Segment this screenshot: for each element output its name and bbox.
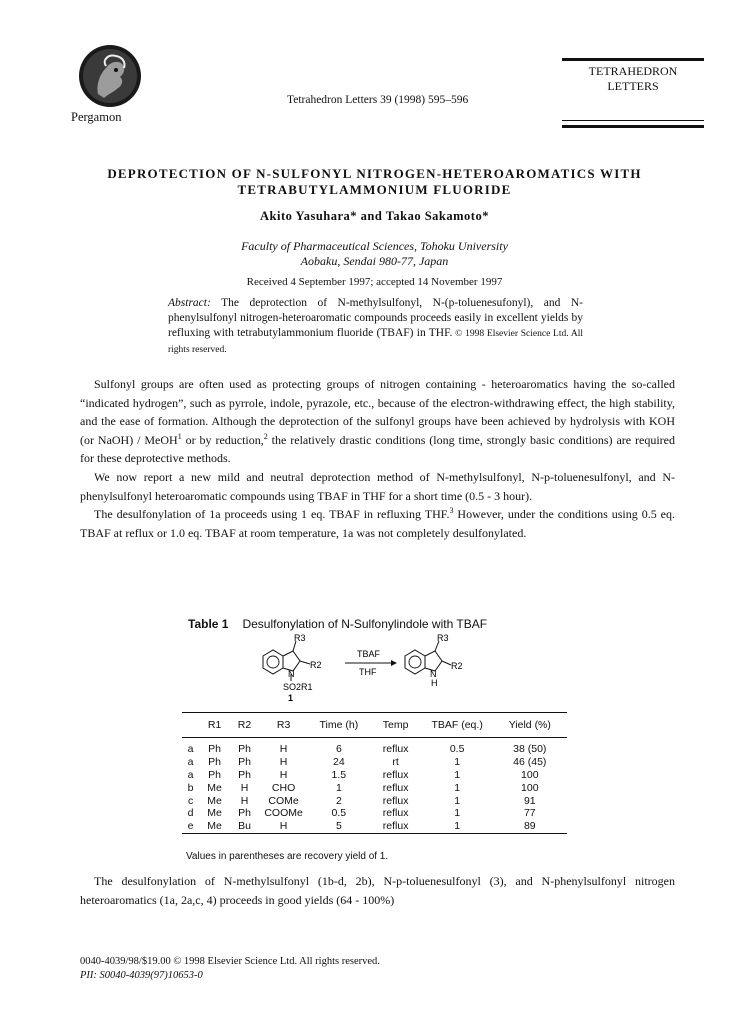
cell-tbaf: 0.5 bbox=[449, 743, 465, 756]
cell-r1: Ph bbox=[208, 756, 221, 769]
cell-tbaf: 1 bbox=[454, 768, 461, 781]
table-row bbox=[182, 756, 567, 769]
cell-r3: CHO bbox=[271, 781, 296, 794]
cell-temp: rt bbox=[392, 756, 399, 769]
table-row bbox=[182, 769, 567, 782]
cell-tbaf: 1 bbox=[454, 794, 461, 807]
cell-r1: Me bbox=[207, 781, 222, 794]
th-r3: R3 bbox=[259, 713, 308, 738]
th-r2: R2 bbox=[230, 713, 259, 738]
cell-r1: Me bbox=[207, 807, 222, 820]
cell-entry: e bbox=[182, 820, 199, 833]
scheme-h: H bbox=[431, 678, 438, 688]
cell-temp: reflux bbox=[382, 781, 409, 794]
paragraph-1 bbox=[80, 375, 675, 468]
scheme-n-right: N bbox=[430, 669, 437, 679]
cell-time: 6 bbox=[335, 743, 342, 756]
scheme-compound: 1 bbox=[288, 693, 294, 703]
body-text-continued bbox=[80, 872, 675, 909]
cell-temp: reflux bbox=[382, 743, 409, 756]
cell-yield: 100 bbox=[521, 768, 539, 781]
th-entry bbox=[182, 713, 199, 738]
cell-tbaf: 1 bbox=[454, 756, 461, 769]
publisher-name: Pergamon bbox=[71, 110, 122, 124]
cell-r2: Ph bbox=[238, 807, 251, 820]
cell-r2: Bu bbox=[230, 820, 259, 833]
scheme-r3-right: R3 bbox=[437, 633, 449, 643]
p1-text-a: Sulfonyl groups are often used as protecting groups of nitrogen containing - heteroaromatics having the so-called “indicated hydrogen”, such as pyrrole, indole, pyrazole, etc., because of the electron-withdrawing effect, the high stability, and the ease of formation. Although the deprotection of the sulfonyl groups have been achieved by hydrolysis with KOH (or NaOH) / MeOH bbox=[80, 377, 675, 447]
cell-r3: H bbox=[279, 756, 288, 769]
cell-yield: 89 bbox=[493, 820, 567, 833]
cell-r1: Me bbox=[207, 794, 222, 807]
table-caption bbox=[188, 617, 487, 631]
paragraph-2: We now report a new mild and neutral deprotection method of N-methylsulfonyl, N-p-toluenesulfonyl, and N-phenylsulfonyl heteroaromatic compounds using TBAF in THF for a short time (0.5 - 3 hour). bbox=[80, 469, 675, 503]
cell-r1: Me bbox=[199, 820, 230, 833]
th-time: Time (h) bbox=[308, 713, 369, 738]
cell-entry: b bbox=[187, 781, 194, 794]
affiliation bbox=[60, 239, 689, 269]
th-temp: Temp bbox=[370, 713, 422, 738]
table-row bbox=[182, 820, 567, 833]
abstract-rights: © 1998 Elsevier Science Ltd. All rights reserved. bbox=[168, 329, 583, 355]
cell-entry: a bbox=[187, 743, 194, 756]
cell-time: 5 bbox=[308, 820, 369, 833]
table-row bbox=[182, 794, 567, 807]
table-row bbox=[182, 781, 567, 794]
p1-text-c: the relatively drastic conditions (long time, strongly basic conditions) are required for these deprotective methods. bbox=[80, 432, 675, 466]
cell-time: 1.5 bbox=[331, 768, 347, 781]
cell-r3: COMe bbox=[268, 794, 299, 807]
cell-time: 1 bbox=[335, 781, 342, 794]
cell-time: 0.5 bbox=[331, 807, 347, 820]
scheme-r2-left: R2 bbox=[310, 660, 322, 670]
scheme-solvent: THF bbox=[359, 667, 377, 677]
cell-entry: a bbox=[187, 768, 194, 781]
cell-entry: c bbox=[187, 794, 194, 807]
cell-temp: reflux bbox=[382, 768, 409, 781]
results-table bbox=[182, 712, 567, 834]
body-text bbox=[80, 375, 675, 542]
footer bbox=[80, 955, 380, 983]
cell-temp: reflux bbox=[382, 794, 409, 807]
cell-r3: COOMe bbox=[264, 807, 303, 820]
journal-rule-mid bbox=[562, 120, 704, 121]
cell-tbaf: 1 bbox=[454, 781, 461, 794]
cell-r1: Ph bbox=[208, 768, 221, 781]
affiliation-line2: Aobaku, Sendai 980-77, Japan bbox=[300, 254, 449, 268]
abstract-text: The deprotection of N-methylsulfonyl, N-(p-toluenesufonyl), and N-phenylsulfonyl nitrogen-heteroaromatic compounds proceeds easily in excellent yields by refluxing with tetrabutylammonium fluoride (TBAF) in THF. bbox=[168, 297, 583, 339]
cell-r2: H bbox=[240, 781, 249, 794]
abstract-label: Abstract: bbox=[168, 297, 211, 309]
th-r1: R1 bbox=[199, 713, 230, 738]
journal-name bbox=[562, 64, 704, 94]
title-line2: TETRABUTYLAMMONIUM FLUORIDE bbox=[237, 182, 512, 197]
th-tbaf: TBAF (eq.) bbox=[422, 713, 493, 738]
cell-r2: Ph bbox=[238, 743, 251, 756]
ref-2: 2 bbox=[263, 431, 268, 441]
table-caption-text: Desulfonylation of N-Sulfonylindole with TBAF bbox=[242, 617, 488, 631]
footer-pii: PII: S0040-4039(97)10653-0 bbox=[80, 970, 203, 981]
cell-time: 2 bbox=[335, 794, 342, 807]
paragraph-3 bbox=[80, 505, 675, 542]
cell-r2: H bbox=[240, 794, 249, 807]
scheme-r2-right: R2 bbox=[451, 661, 463, 671]
cell-entry: a bbox=[187, 756, 194, 769]
cell-yield: 77 bbox=[523, 807, 536, 820]
table-row bbox=[182, 738, 567, 756]
cell-yield: 46 (45) bbox=[513, 756, 547, 769]
table-header-row bbox=[182, 713, 567, 738]
cell-r2: Ph bbox=[238, 768, 251, 781]
cell-entry: d bbox=[187, 807, 194, 820]
cell-yield: 100 bbox=[521, 781, 539, 794]
journal-rule-bottom bbox=[562, 125, 704, 128]
ref-1: 1 bbox=[177, 431, 182, 441]
scheme-r3-left: R3 bbox=[294, 633, 306, 643]
p3-text-b: However, under the conditions using 0.5 eq. TBAF at reflux or 1.0 eq. TBAF at room temperature, 1a was not completely desulfonylated. bbox=[80, 507, 675, 540]
journal-name-line2: LETTERS bbox=[607, 79, 659, 93]
reaction-scheme bbox=[255, 633, 525, 703]
journal-rule-top bbox=[562, 58, 704, 61]
scheme-n-left: N bbox=[288, 669, 295, 679]
article-title bbox=[60, 166, 689, 198]
affiliation-line1: Faculty of Pharmaceutical Sciences, Tohoku University bbox=[241, 239, 508, 253]
journal-citation: Tetrahedron Letters 39 (1998) 595–596 bbox=[287, 94, 469, 106]
title-line1: DEPROTECTION OF N-SULFONYL NITROGEN-HETEROAROMATICS WITH bbox=[107, 166, 642, 181]
authors: Akito Yasuhara* and Takao Sakamoto* bbox=[260, 209, 489, 223]
p1-text-b: or by reduction, bbox=[181, 432, 264, 447]
cell-tbaf: 1 bbox=[454, 807, 461, 820]
cell-r3: H bbox=[279, 743, 288, 756]
ref-3: 3 bbox=[449, 506, 454, 516]
received-dates: Received 4 September 1997; accepted 14 November 1997 bbox=[246, 276, 503, 288]
th-yield: Yield (%) bbox=[493, 713, 567, 738]
paragraph-4: The desulfonylation of N-methylsulfonyl (1b-d, 2b), N-p-toluenesulfonyl (3), and N-phenylsulfonyl nitrogen heteroaromatics (1a, 2a,c, 4) proceeds in good yields (64 - 100%) bbox=[80, 874, 675, 907]
cell-time: 24 bbox=[333, 756, 345, 769]
cell-yield: 38 (50) bbox=[513, 743, 547, 756]
table-footnote: Values in parentheses are recovery yield of 1. bbox=[186, 851, 389, 862]
cell-r2: Ph bbox=[238, 756, 251, 769]
cell-yield: 91 bbox=[523, 794, 536, 807]
p3-text-a: The desulfonylation of 1a proceeds using 1 eq. TBAF in refluxing THF. bbox=[94, 507, 450, 522]
scheme-so2r1: SO2R1 bbox=[283, 682, 313, 692]
publisher-logo bbox=[78, 44, 142, 108]
cell-temp: reflux bbox=[370, 820, 422, 833]
journal-name-line1: TETRAHEDRON bbox=[588, 64, 678, 78]
cell-r3: H bbox=[279, 768, 288, 781]
abstract bbox=[168, 296, 583, 358]
scheme-reagent: TBAF bbox=[357, 649, 381, 659]
cell-temp: reflux bbox=[382, 807, 409, 820]
cell-tbaf: 1 bbox=[422, 820, 493, 833]
footer-copyright: 0040-4039/98/$19.00 © 1998 Elsevier Science Ltd. All rights reserved. bbox=[80, 956, 380, 967]
cell-r1: Ph bbox=[208, 743, 221, 756]
cell-r3: H bbox=[259, 820, 308, 833]
table-row bbox=[182, 807, 567, 820]
table-label: Table 1 bbox=[188, 617, 229, 631]
